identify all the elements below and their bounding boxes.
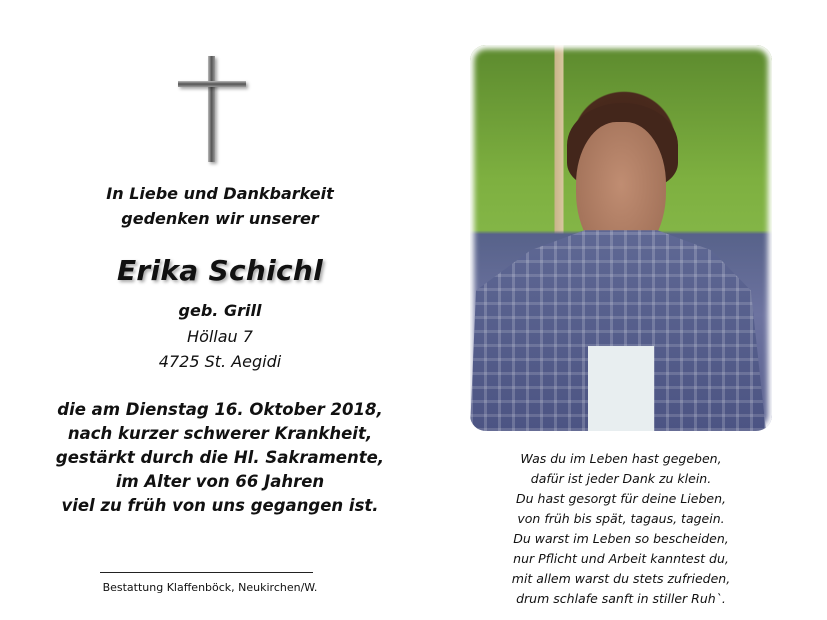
intro-text [40, 181, 400, 231]
poem-line: Du hast gesorgt für deine Lieben, [516, 491, 726, 506]
poem-line: von früh bis spät, tagaus, tagein. [517, 511, 725, 526]
death-line: nach kurzer schwerer Krankheit, [67, 424, 373, 443]
address-line: Höllau 7 [187, 327, 253, 346]
cross-vertical-beam [208, 56, 215, 162]
intro-line: In Liebe und Dankbarkeit [106, 184, 334, 203]
portrait-photo [470, 45, 772, 431]
poem-line: drum schlafe sanft in stiller Ruh`. [516, 591, 726, 606]
cross-horizontal-beam [178, 81, 246, 87]
death-line: im Alter von 66 Jahren [115, 472, 325, 491]
address-line: 4725 St. Aegidi [158, 352, 282, 371]
cross-icon [176, 54, 248, 166]
poem-line: Was du im Leben hast gegeben, [520, 451, 722, 466]
photo-undershirt [588, 346, 654, 431]
memorial-poem [470, 449, 772, 609]
poem-line: mit allem warst du stets zufrieden, [511, 571, 731, 586]
intro-line: gedenken wir unserer [121, 209, 319, 228]
death-line: viel zu früh von uns gegangen ist. [61, 496, 379, 515]
poem-line: Du warst im Leben so bescheiden, [513, 531, 729, 546]
death-line: gestärkt durch die Hl. Sakramente, [55, 448, 385, 467]
deceased-name: Erika Schichl [116, 254, 324, 287]
birth-name: geb. Grill [178, 301, 262, 320]
death-notice [40, 398, 400, 518]
death-line: die am Dienstag 16. Oktober 2018, [57, 400, 383, 419]
divider-line [100, 572, 313, 573]
undertaker-credit: Bestattung Klaffenböck, Neukirchen/W. [102, 581, 318, 594]
poem-line: nur Pflicht und Arbeit kanntest du, [513, 551, 729, 566]
address [40, 324, 400, 374]
poem-line: dafür ist jeder Dank zu klein. [530, 471, 712, 486]
